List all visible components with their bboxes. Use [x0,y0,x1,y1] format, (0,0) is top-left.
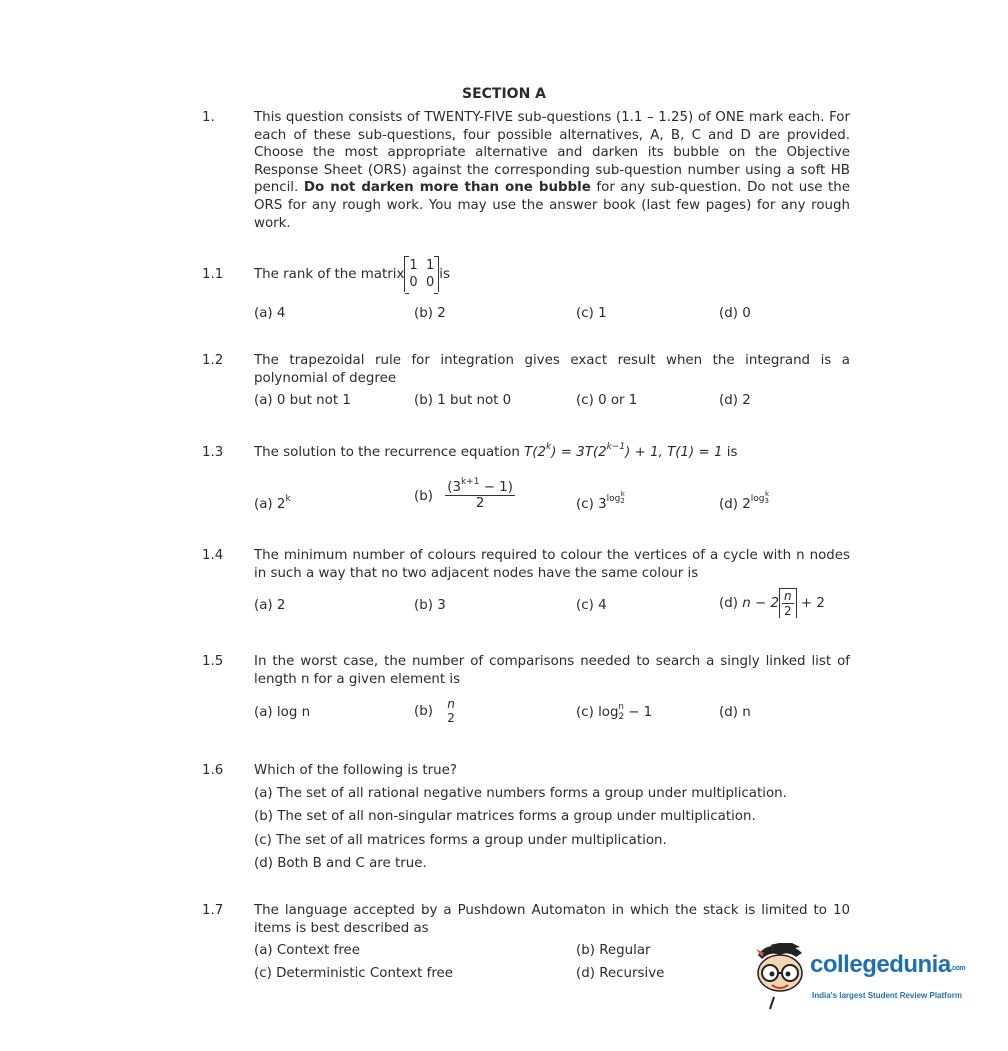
option-b: (b) 2 [414,306,446,321]
option-c: (c) Deterministic Context free [254,966,454,981]
option-c: (c) The set of all matrices forms a group under multiplication. [254,833,667,848]
question-number: 1. [202,110,215,125]
question-number: 1.2 [202,353,224,368]
question-number: 1.7 [202,903,224,918]
option-d: (d) Recursive [576,966,665,981]
eq-part: ) + 1, T(1) = 1 [625,445,723,460]
question-stem [254,442,738,460]
option-a: (a) 0 but not 1 [254,393,351,408]
option-c: (c) 1 [576,306,607,321]
matrix-row: 1 1 [409,258,435,273]
exponent: k [285,494,291,504]
option-b: (b) 3 [414,598,446,613]
section-title: SECTION A [461,86,546,102]
exponent: k+1 [460,477,480,487]
instructions-bold-text: Do not darken more than one bubble [303,180,591,196]
option-label: (d) [719,596,738,611]
question-stem: Which of the following is true? [254,763,457,778]
option-c: (c) 0 or 1 [576,393,638,408]
eq-exponent: k [546,442,552,452]
eq-exponent: k−1 [606,442,626,452]
option-c [576,490,625,512]
option-b [414,477,515,511]
option-text: (d) 2 [719,497,751,512]
stem-text: is [726,445,738,460]
expr-part: + 2 [800,596,825,611]
num-part: (3 [447,480,461,495]
num-part: − 1) [479,480,513,495]
question-number: 1.4 [202,548,224,563]
option-text: (c) log [576,705,619,720]
logo-tagline: India's largest Student Review Platform [812,991,962,1000]
option-label: (b) [414,704,433,719]
expr-part: n − 2 [742,596,779,611]
option-text: − 1 [623,705,653,720]
option-label: (b) [414,488,433,504]
option-c [576,702,653,722]
eq-part: ) = 3T(2 [551,445,607,460]
mascot-icon [752,943,808,1013]
denominator: 2 [447,711,455,725]
question-stem: The minimum number of colours required to colour the vertices of a cycle with n nodes in such a way that no two adjacent nodes have the same colour is [254,548,850,581]
log-base: 2 [618,712,625,722]
question-stem: The language accepted by a Pushdown Automaton in which the stack is limited to 10 items is best described as [254,903,850,936]
denominator: 2 [475,496,485,511]
recurrence-equation [524,442,723,460]
matrix-row: 0 0 [409,275,435,290]
option-a: (a) 2 [254,598,286,613]
option-text: (a) 2 [254,497,286,512]
log-arg: k [764,490,769,498]
log-base: 3 [764,497,769,505]
numerator: n [783,589,792,603]
option-d: (d) 2 [719,393,751,408]
exponent [606,490,625,505]
option-a: (a) Context free [254,943,361,958]
instructions-text-end: for any sub-question. Do not use the ORS for any rough work. You may use the answer book (last few pages) for any rough work. [254,180,851,231]
option-d: (d) n [719,705,751,720]
numerator [445,477,515,496]
question-number: 1.1 [202,267,224,282]
fraction [445,697,457,725]
question-number: 1.3 [202,445,224,460]
logo-domain: .com [950,965,966,972]
option-a: (a) The set of all rational negative numbers forms a group under multiplication. [254,786,787,801]
question-stem: In the worst case, the number of comparisons needed to search a singly linked list of length n for a given element is [254,654,850,687]
instructions-paragraph [254,109,850,232]
option-d [719,490,769,512]
option-b: (b) The set of all non-singular matrices forms a group under multiplication. [254,809,756,824]
instructions-text: This question consists of TWENTY-FIVE sub-questions (1.1 – 1.25) of ONE mark each. For each of these sub-questions, four possible alternatives, A, B, C and D are provided. Choose the most appropriate alternative and darken its bubble on the Objective Response Sheet (ORS) against the corresponding sub-question number using a soft HB pencil. [254,110,850,196]
stem-text: The solution to the recurrence equation [254,445,520,460]
log-base: 2 [620,497,625,505]
matrix [404,256,439,292]
option-c: (c) 4 [576,598,607,613]
stem-text: is [439,267,450,282]
option-d [719,588,825,618]
option-b: (b) 1 but not 0 [414,393,512,408]
option-d: (d) 0 [719,306,751,321]
log-arg: k [620,490,625,498]
option-b [414,697,457,725]
question-number: 1.5 [202,654,224,669]
question-stem [254,256,450,292]
fraction [445,477,515,511]
logo-wordmark: collegedunia [810,951,951,978]
denominator: 2 [783,604,792,618]
ceiling-bracket [779,588,797,618]
option-a: (a) 4 [254,306,286,321]
log-text: log [606,494,621,504]
option-b: (b) Regular [576,943,651,958]
numerator: n [447,697,455,711]
eq-part: T(2 [524,445,547,460]
option-a: (a) log n [254,705,311,720]
question-number: 1.6 [202,763,224,778]
fraction [782,589,794,618]
collegedunia-logo [752,943,982,1013]
stem-text: The rank of the matrix [254,267,405,282]
exponent [750,490,769,505]
question-stem: The trapezoidal rule for integration gives exact result when the integrand is a polynomial of degree [254,353,850,386]
option-a [254,494,291,512]
option-d: (d) Both B and C are true. [254,856,427,871]
option-text: (c) 3 [576,497,607,512]
log-text: log [750,494,765,504]
log-arg: n [618,702,624,712]
